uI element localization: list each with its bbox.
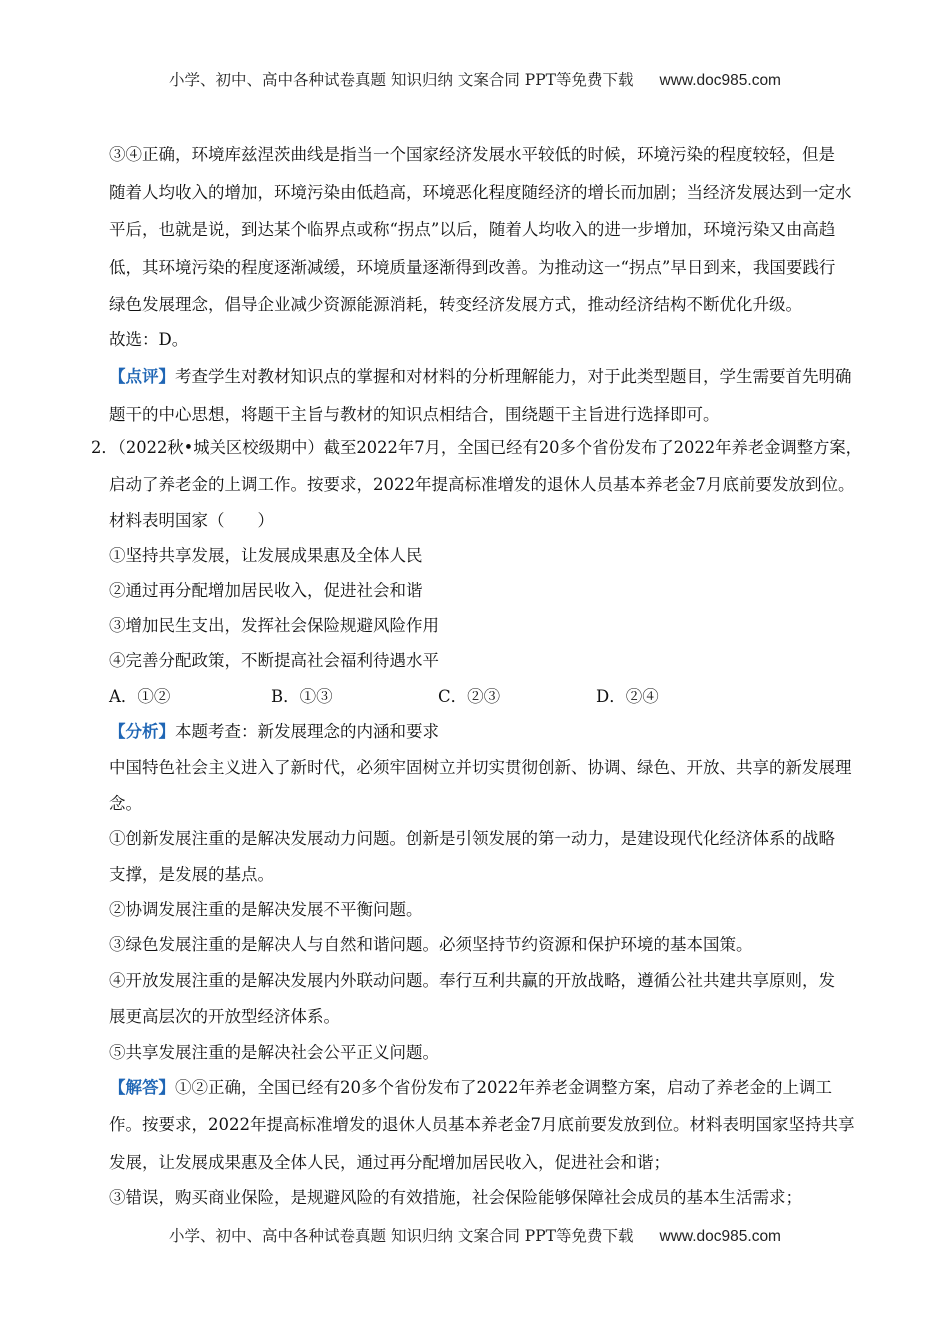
analysis-line: 念。: [109, 794, 142, 813]
footer-site-link[interactable]: www.doc985.com: [659, 1228, 781, 1245]
q1-comment-line: 题干的中心思想，将题干主旨与教材的知识点相结合，围绕题干主旨进行选择即可。: [109, 405, 720, 424]
analysis-line: ①创新发展注重的是解决发展动力问题。创新是引领发展的第一动力，是建设现代化经济体系的战略: [109, 829, 835, 848]
q1-comment: [109, 366, 852, 388]
q1-body-line: 随着人均收入的增加，环境污染由低趋高，环境恶化程度随经济的增长而加剧；当经济发展达到一定水: [109, 183, 852, 202]
answer-line: ①②正确，全国已经有20多个省份发布了2022年养老金调整方案，启动了养老金的上调工: [175, 1078, 832, 1097]
q2-question: 材料表明国家（ ）: [109, 511, 274, 530]
q2-stem-line: （2022秋•城关区校级期中）截至2022年7月，全国已经有20多个省份发布了2022年养老金调整方案，: [117, 438, 862, 457]
analysis-line: ④开放发展注重的是解决发展内外联动问题。奉行互利共赢的开放战略，遵循公社共建共享原则，发: [109, 971, 835, 990]
q2-item: ②通过再分配增加居民收入，促进社会和谐: [109, 581, 423, 600]
analysis-tag: 【分析】: [109, 722, 175, 741]
analysis-line: 支撑，是发展的基点。: [109, 865, 274, 884]
q1-body-line: 平后，也就是说，到达某个临界点或称“拐点”以后，随着人均收入的进一步增加，环境污染又由高趋: [109, 220, 836, 239]
analysis-line: ⑤共享发展注重的是解决社会公平正义问题。: [109, 1043, 439, 1062]
header-site-link[interactable]: www.doc985.com: [659, 72, 781, 89]
footer-text: 小学、初中、高中各种试卷真题 知识归纳 文案合同 PPT等免费下载: [169, 1227, 634, 1245]
page-footer: [0, 1224, 950, 1246]
answer-line: 发展，让发展成果惠及全体人民，通过再分配增加居民收入，促进社会和谐；: [109, 1153, 670, 1172]
q1-body-line: 低，其环境污染的程度逐渐减缓，环境质量逐渐得到改善。为推动这一“拐点”早日到来，我国要践行: [109, 258, 836, 277]
q2-analysis-heading: [109, 721, 439, 743]
option-a: A．①②: [109, 687, 171, 706]
analysis-line: 中国特色社会主义进入了新时代，必须牢固树立并切实贯彻创新、协调、绿色、开放、共享的新发展理: [109, 758, 852, 777]
q2-item: ①坚持共享发展，让发展成果惠及全体人民: [109, 546, 423, 565]
answer-line: 作。按要求，2022年提高标准增发的退休人员基本养老金7月底前要发放到位。材料表明国家坚持共享: [109, 1115, 855, 1134]
option-d: D．②④: [596, 687, 659, 706]
comment-tag: 【点评】: [109, 367, 175, 386]
q1-choose: 故选：D。: [109, 330, 189, 349]
q1-body-line: ③④正确，环境库兹涅茨曲线是指当一个国家经济发展水平较低的时候，环境污染的程度较轻，但是: [109, 145, 835, 164]
analysis-line: ②协调发展注重的是解决发展不平衡问题。: [109, 900, 423, 919]
option-b: B．①③: [271, 687, 333, 706]
comment-line: 考查学生对教材知识点的掌握和对材料的分析理解能力，对于此类型题目，学生需要首先明确: [175, 367, 852, 386]
q1-body-line: 绿色发展理念，倡导企业减少资源能源消耗，转变经济发展方式，推动经济结构不断优化升级。: [109, 295, 802, 314]
analysis-line: 展更高层次的开放型经济体系。: [109, 1007, 340, 1026]
question-number: 2．: [91, 438, 118, 457]
answer-line: ③错误，购买商业保险，是规避风险的有效措施，社会保险能够保障社会成员的基本生活需求；: [109, 1188, 802, 1207]
answer-tag: 【解答】: [109, 1078, 175, 1097]
q2-stem-line: 启动了养老金的上调工作。按要求，2022年提高标准增发的退休人员基本养老金7月底前要发放到位。: [109, 475, 855, 494]
q2-item: ③增加民生支出，发挥社会保险规避风险作用: [109, 616, 439, 635]
header-text: 小学、初中、高中各种试卷真题 知识归纳 文案合同 PPT等免费下载: [169, 71, 634, 89]
page-header: [0, 68, 950, 90]
q2-stem: [91, 437, 862, 459]
option-c: C．②③: [438, 687, 501, 706]
analysis-title: 本题考查：新发展理念的内涵和要求: [175, 722, 439, 741]
q2-item: ④完善分配政策，不断提高社会福利待遇水平: [109, 651, 439, 670]
q2-answer-heading: [109, 1077, 832, 1099]
analysis-line: ③绿色发展注重的是解决人与自然和谐问题。必须坚持节约资源和保护环境的基本国策。: [109, 935, 753, 954]
